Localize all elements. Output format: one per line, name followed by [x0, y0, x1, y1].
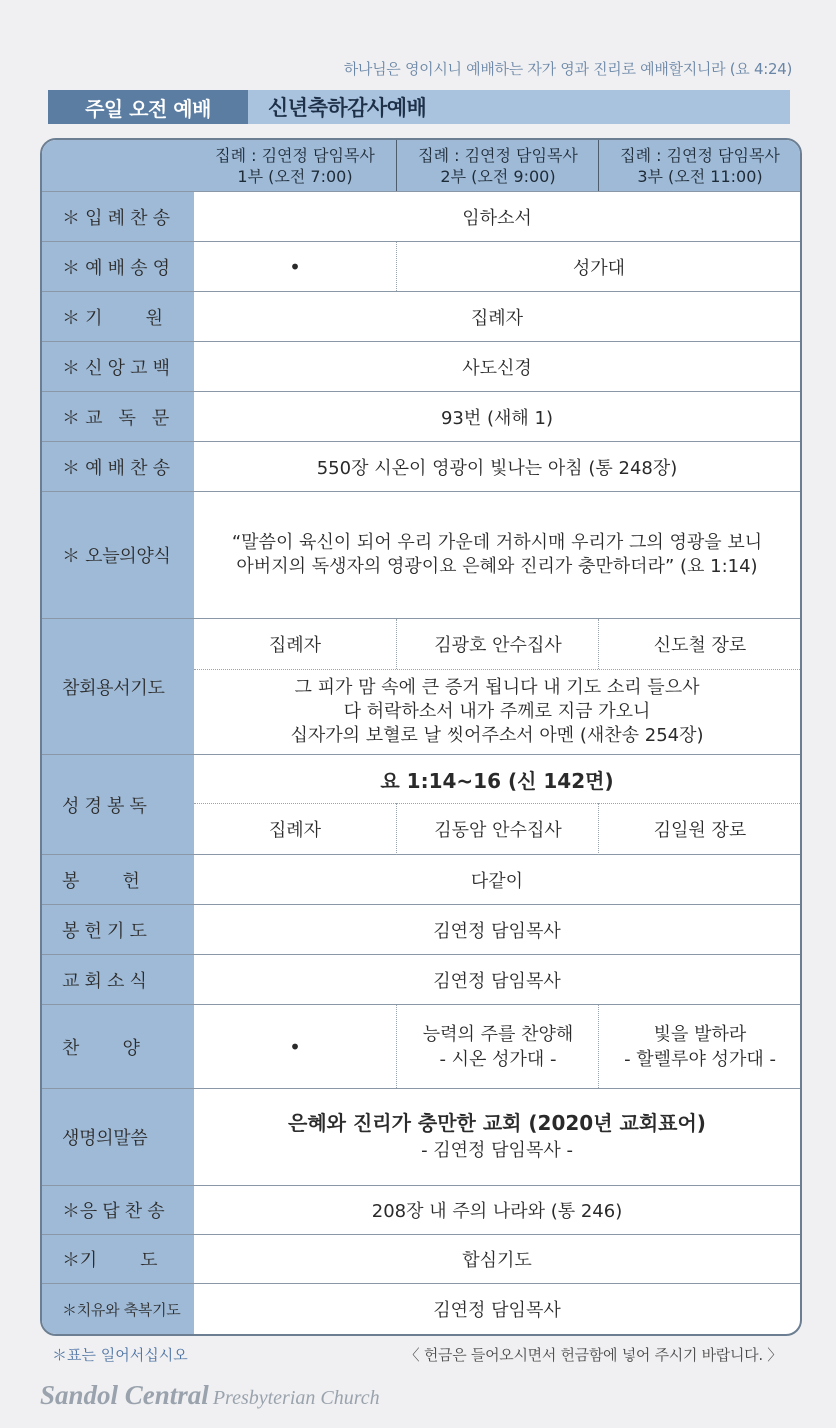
row-label: ＊ 입 례 찬 송: [42, 192, 194, 241]
service-1-leader: 집례 : 김연정 담임목사: [215, 145, 375, 165]
row-value: 550장 시온이 영광이 빛나는 아침 (통 248장): [316, 457, 678, 479]
row-label: 봉 헌: [42, 855, 194, 904]
row-label: ＊ 교 독 문: [42, 392, 194, 441]
service-3-header: [598, 140, 801, 191]
leader-service-1: 집례자: [268, 635, 322, 656]
row-label: ＊ 예 배 찬 송: [42, 442, 194, 491]
row-confession-prayer: [42, 619, 800, 755]
offering-note: 〈 헌금은 들어오시면서 헌금함에 넣어 주시기 바랍니다. 〉: [404, 1346, 782, 1364]
row-creed: [42, 342, 800, 392]
row-doxology: [42, 242, 800, 292]
row-label: ＊치유와 축복기도: [42, 1284, 194, 1334]
hymn-lyrics: [194, 669, 800, 755]
row-sermon: [42, 1089, 800, 1186]
praise-choir: - 할렐루야 성가대 -: [624, 1048, 776, 1070]
row-value: 사도신경: [462, 357, 532, 379]
row-label: 참회용서기도: [42, 619, 194, 754]
praise-service-3: [598, 1005, 801, 1088]
reader-service-3: 김일원 장로: [598, 803, 801, 855]
service-2-header: [396, 140, 599, 191]
service-2-time: 2부 (오전 9:00): [440, 166, 556, 186]
bullet-mark: •: [289, 254, 301, 279]
row-offering: [42, 855, 800, 905]
reader-service-1: 집례자: [268, 820, 322, 841]
passage-text: 요 1:14~16 (신 142면): [380, 768, 614, 793]
service-2-leader: 집례 : 김연정 담임목사: [418, 145, 578, 165]
row-label: ＊ 신 앙 고 백: [42, 342, 194, 391]
row-daily-bread: [42, 492, 800, 619]
bullet-mark: •: [289, 1034, 301, 1059]
scripture-quote: [194, 492, 800, 618]
scripture-verse: 하나님은 영이시니 예배하는 자가 영과 진리로 예배할지니라 (요 4:24): [343, 60, 792, 78]
header-label-cell: [42, 140, 194, 191]
sermon-preacher: - 김연정 담임목사 -: [421, 1140, 573, 1161]
prayer-leaders: [194, 619, 800, 670]
row-value: 합심기도: [462, 1250, 532, 1271]
service-3-time: 3부 (오전 11:00): [637, 166, 763, 186]
row-invocation: [42, 292, 800, 342]
row-label: 봉 헌 기 도: [42, 905, 194, 954]
row-worship-hymn: [42, 442, 800, 492]
service-3-leader: 집례 : 김연정 담임목사: [620, 145, 780, 165]
praise-title: 빛을 발하라: [653, 1023, 747, 1045]
row-value: 김연정 담임목사: [433, 920, 561, 942]
lyrics-line-1: 그 피가 맘 속에 큰 증거 됩니다 내 기도 소리 들으사: [294, 677, 700, 698]
row-label: ＊ 기 원: [42, 292, 194, 341]
row-response-hymn: [42, 1186, 800, 1235]
row-label: 생명의말씀: [42, 1089, 194, 1185]
leader-service-2: 김광호 안수집사: [396, 619, 599, 669]
order-of-worship-table: [40, 138, 802, 1336]
lyrics-line-2: 다 허락하소서 내가 주께로 지금 가오니: [343, 701, 651, 722]
row-label: ＊ 오늘의양식: [42, 492, 194, 618]
row-entrance-hymn: [42, 192, 800, 242]
row-value: 다같이: [470, 870, 524, 892]
row-prayer: [42, 1235, 800, 1284]
row-label: 교 회 소 식: [42, 955, 194, 1004]
service-1-header: [194, 140, 396, 191]
row-praise: [42, 1005, 800, 1089]
row-label: ＊ 예 배 송 영: [42, 242, 194, 291]
praise-service-2: [396, 1005, 599, 1088]
reader-service-2: 김동암 안수집사: [396, 803, 599, 855]
row-healing-blessing: [42, 1284, 800, 1334]
row-responsive-reading: [42, 392, 800, 442]
row-label: ＊응 답 찬 송: [42, 1186, 194, 1234]
church-logo: [40, 1380, 380, 1411]
reading-leaders: [194, 803, 800, 855]
row-value: 임하소서: [462, 207, 532, 229]
brand-sub: Presbyterian Church: [212, 1387, 380, 1409]
leader-service-3: 신도철 장로: [598, 619, 801, 669]
row-value: 성가대: [396, 242, 801, 291]
row-value: 김연정 담임목사: [433, 970, 561, 992]
row-label: ＊기 도: [42, 1235, 194, 1283]
sermon-title: 은혜와 진리가 충만한 교회 (2020년 교회표어): [288, 1111, 706, 1135]
header-row: [42, 140, 800, 192]
service-label: 주일 오전 예배: [48, 90, 248, 124]
stand-note: ＊표는 일어서십시오: [52, 1346, 188, 1364]
lyrics-line-3: 십자가의 보혈로 날 씻어주소서 아멘 (새찬송 254장): [290, 725, 704, 746]
row-value: 김연정 담임목사: [433, 1300, 561, 1321]
row-label: 성 경 봉 독: [42, 755, 194, 854]
row-value: 집례자: [470, 307, 524, 329]
row-value: 208장 내 주의 나라와 (통 246): [371, 1201, 623, 1222]
title-bar: [48, 90, 790, 124]
service-1-time: 1부 (오전 7:00): [237, 166, 353, 186]
row-church-news: [42, 955, 800, 1005]
sermon-block: [194, 1089, 800, 1185]
service-name: 신년축하감사예배: [268, 96, 427, 120]
row-label: 찬 양: [42, 1005, 194, 1088]
quote-line-2: 아버지의 독생자의 영광이요 은혜와 진리가 충만하더라” (요 1:14): [236, 556, 758, 577]
row-value: 93번 (새해 1): [440, 407, 553, 429]
quote-line-1: “말씀이 육신이 되어 우리 가운데 거하시매 우리가 그의 영광을 보니: [231, 532, 763, 553]
scripture-passage: [194, 755, 800, 804]
row-offering-prayer: [42, 905, 800, 955]
brand-main: Sandol Central: [40, 1380, 209, 1410]
praise-title: 능력의 주를 찬양해: [422, 1023, 574, 1045]
row-scripture-reading: [42, 755, 800, 855]
praise-choir: - 시온 성가대 -: [439, 1048, 557, 1070]
